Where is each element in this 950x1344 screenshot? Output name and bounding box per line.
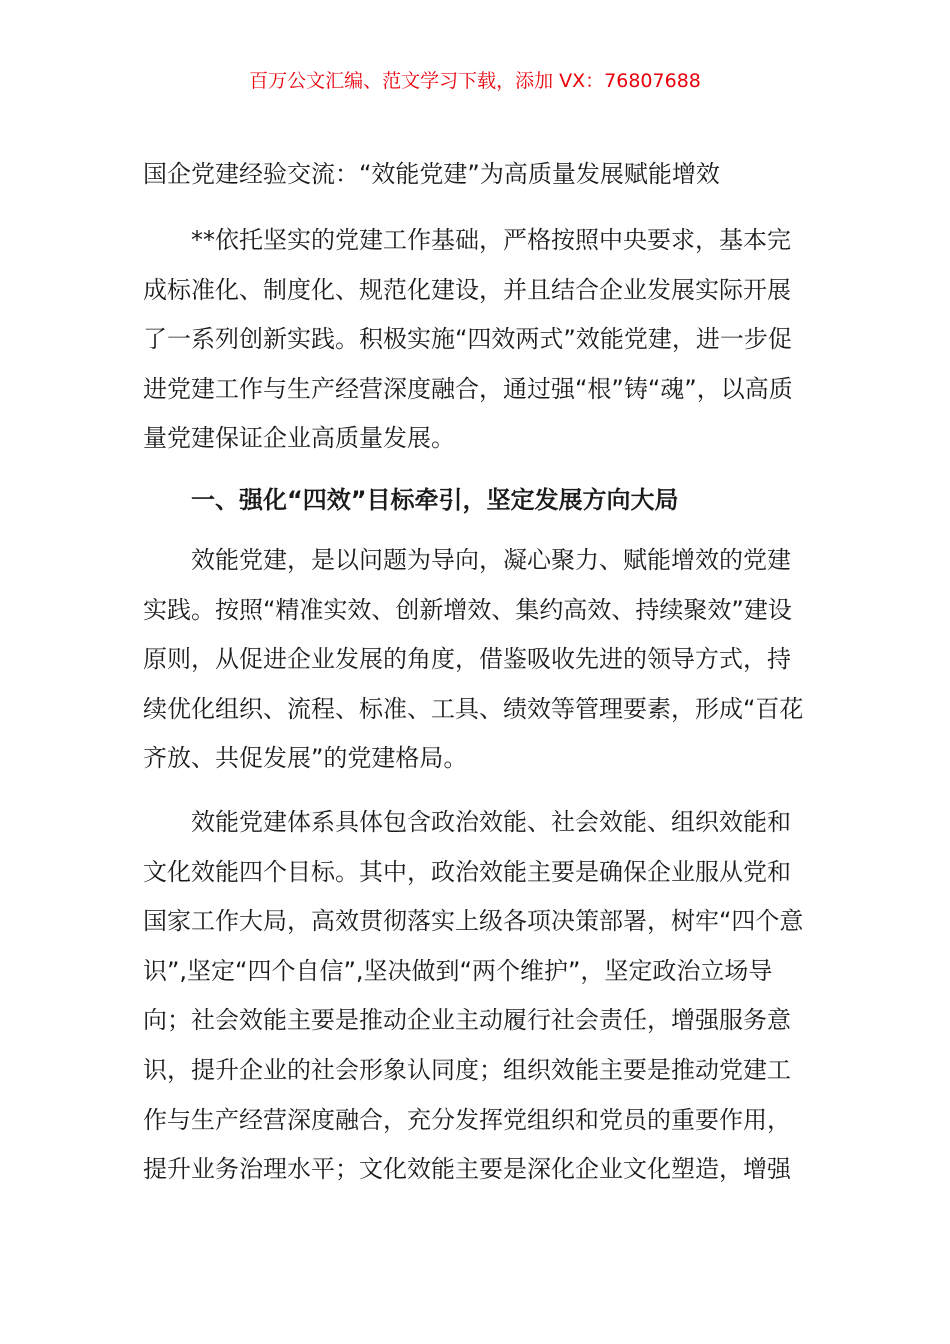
section-heading-1: 一、强化“四效”目标牵引，坚定发展方向大局 (191, 486, 679, 514)
document-title: 国企党建经验交流：“效能党建”为高质量发展赋能增效 (143, 160, 720, 188)
paragraph-four-efficiency-goals: 效能党建体系具体包含政治效能、社会效能、组织效能和文化效能四个目标。其中，政治效能主要是确保企业服从党和国家工作大局，高效贯彻落实上级各项决策部署，树牢“四个意识”,坚定“四个自信”,坚决做到“两个维护”，坚定政治立场导向；社会效能主要是推动企业主动履行社会责任，增强服务意识，提升企业的社会形象认同度；组织效能主要是推动党建工作与生产经营深度融合，充分发挥党组织和党员的重要作用，提升业务治理水平；文化效能主要是深化企业文化塑造，增强 (143, 808, 804, 1184)
paragraph-efficiency-party-building: 效能党建，是以问题为导向，凝心聚力、赋能增效的党建实践。按照“精准实效、创新增效、集约高效、持续聚效”建设原则，从促进企业发展的角度，借鉴吸收先进的领导方式，持续优化组织、流程、标准、工具、绩效等管理要素，形成“百花齐放、共促发展”的党建格局。 (143, 546, 804, 773)
paragraph-intro: **依托坚实的党建工作基础，严格按照中央要求，基本完成标准化、制度化、规范化建设，并且结合企业发展实际开展了一系列创新实践。积极实施“四效两式”效能党建，进一步促进党建工作与生产经营深度融合，通过强“根”铸“魂”，以高质量党建保证企业高质量发展。 (143, 226, 793, 453)
header-watermark-text: 百万公文汇编、范文学习下载，添加 VX：76807688 (249, 70, 701, 92)
